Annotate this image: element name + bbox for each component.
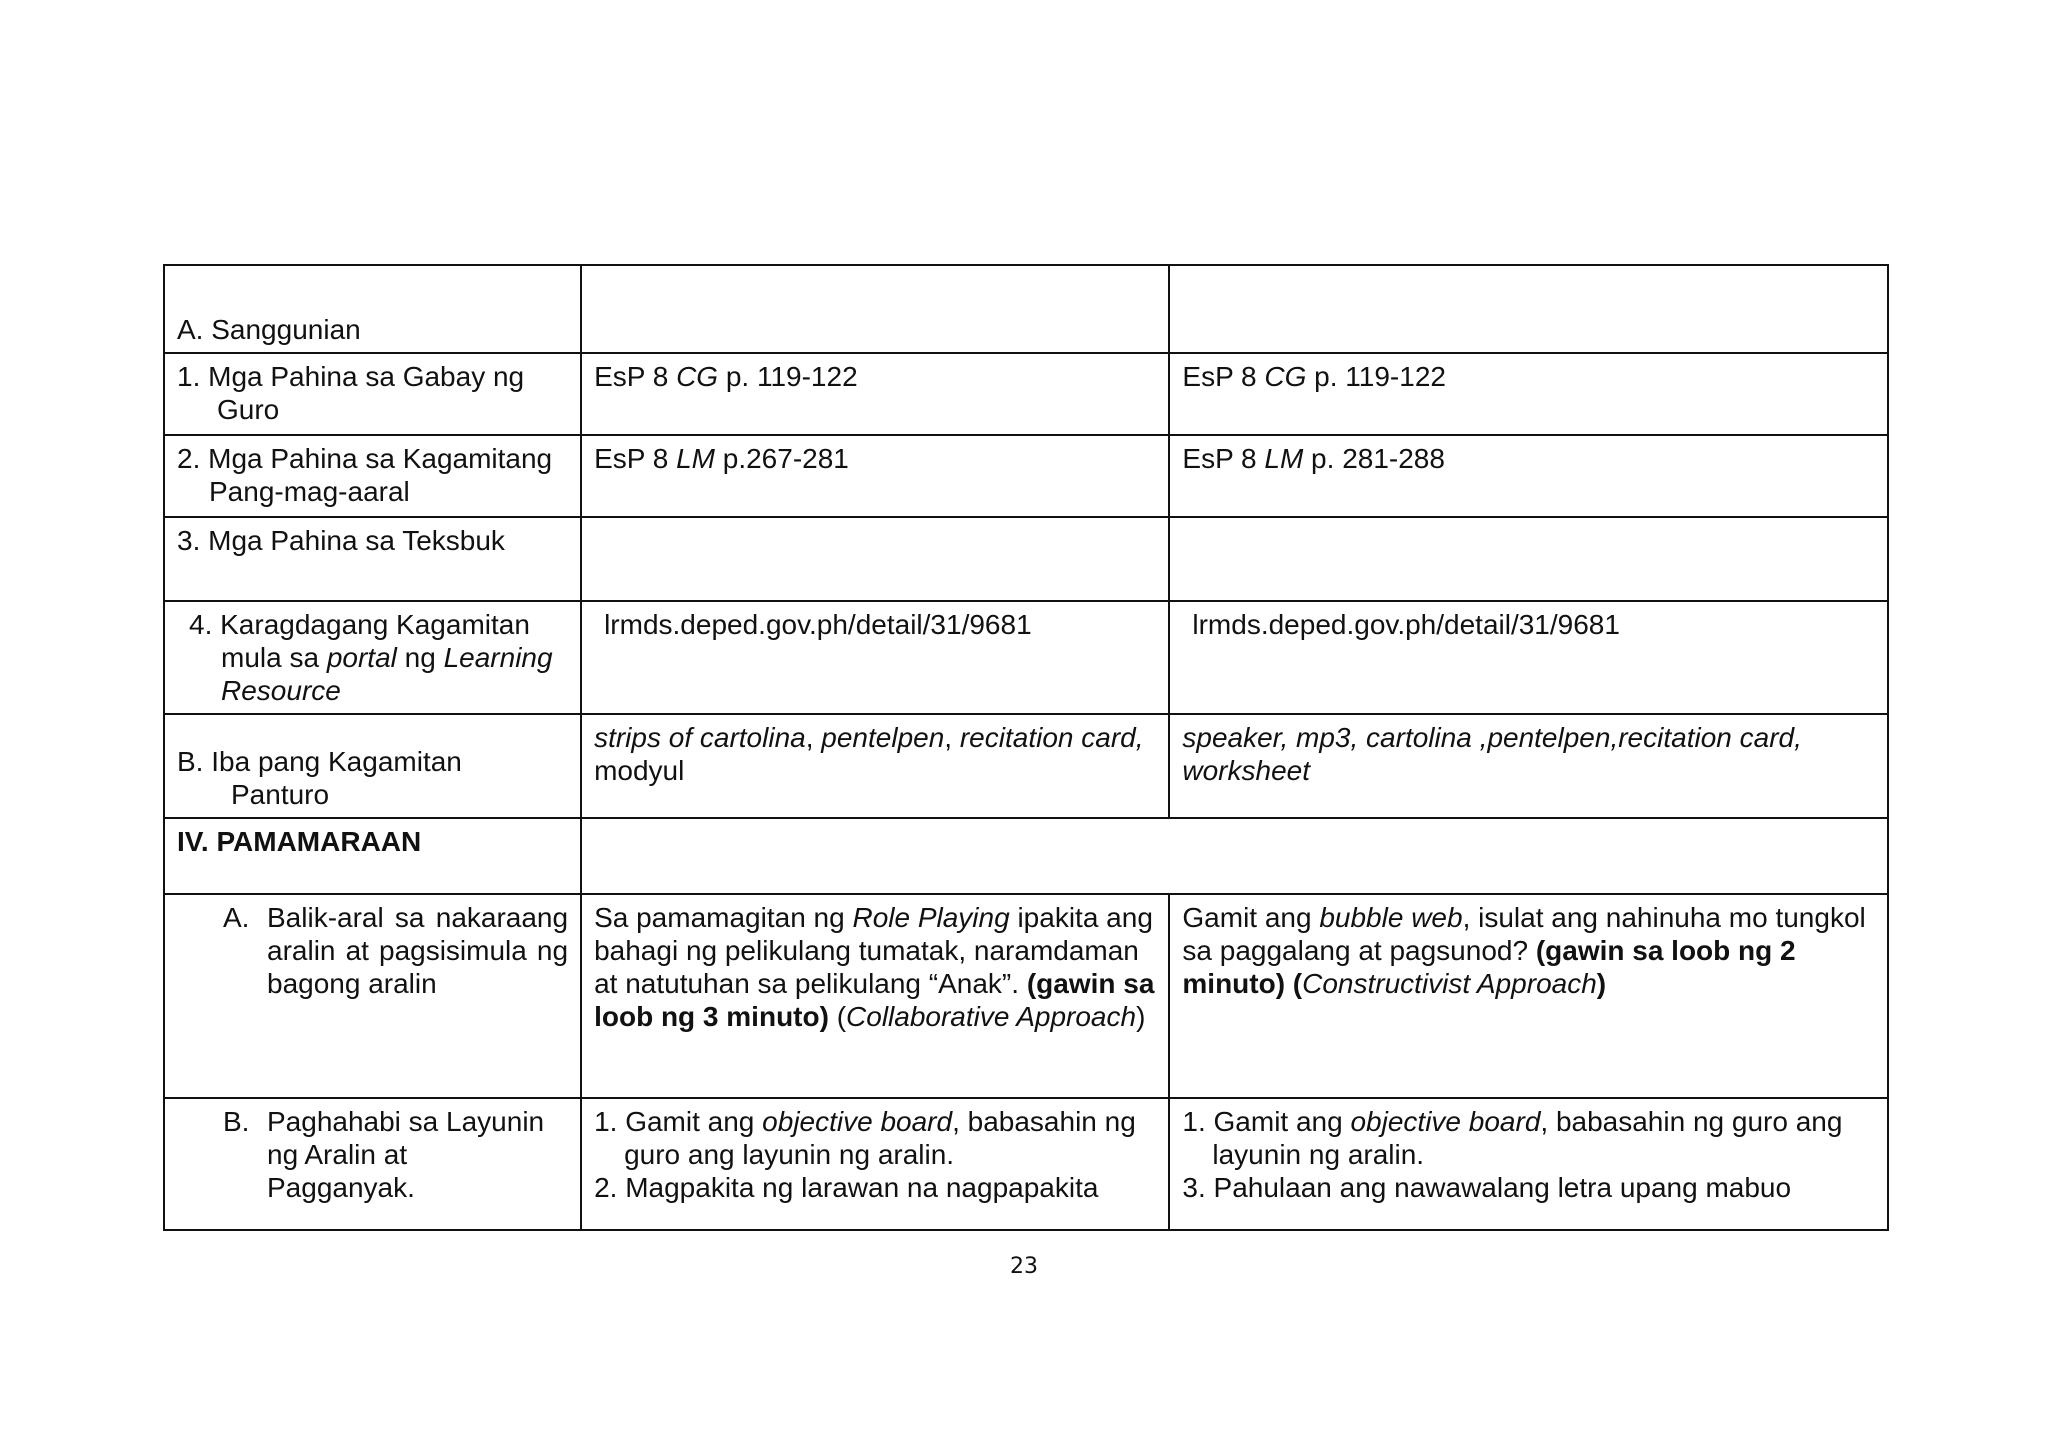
row-pamamaraan	[164, 818, 1888, 894]
cell-karagdagan-col2	[1169, 601, 1888, 714]
cell-empty	[581, 265, 1169, 353]
cell-kagamitan-label	[164, 435, 581, 517]
cell-empty	[1169, 265, 1888, 353]
lesson-plan-table	[163, 264, 1889, 1231]
cell-iba-label	[164, 714, 581, 818]
cell-empty	[1169, 517, 1888, 601]
sanggunian-label: A. Sanggunian	[177, 314, 361, 345]
iba-col1-sep: ,	[805, 722, 822, 753]
cell-iba-col1	[581, 714, 1169, 818]
paghahabi-col1-item1-text: 1. Gamit ang	[594, 1106, 763, 1137]
balik-aral-col1-paren: (	[828, 1001, 847, 1032]
iba-col1-sep: ,	[944, 722, 960, 753]
balik-aral-col2-time: (gawin sa loob ng 2 minuto) (	[1182, 935, 1796, 999]
cell-karagdagan-label	[164, 601, 581, 714]
kagamitan-label-line2: Pang-mag-aaral	[209, 476, 410, 507]
lrmds-link: lrmds.deped.gov.ph/detail/31/9681	[1192, 609, 1620, 640]
balik-aral-col1-approach: Collaborative Approach	[846, 1001, 1137, 1032]
row-karagdagan	[164, 601, 1888, 714]
cell-balik-aral-col2	[1169, 894, 1888, 1098]
balik-aral-col2-text: , isulat ang nahinuha mo tungkol sa paggalang at pagsunod?	[1182, 902, 1866, 966]
karagdagan-label-line2a: mula sa	[221, 642, 327, 673]
paghahabi-label-line3: Pagganyak.	[267, 1172, 415, 1203]
balik-aral-label: Balik-aral sa nakaraang aralin at pagsisimula ng bagong aralin	[267, 902, 569, 999]
gabay-col2-rest: p. 119-122	[1306, 361, 1446, 392]
cell-balik-aral-label	[164, 894, 581, 1098]
karagdagan-label-resource: Resource	[221, 675, 341, 706]
teksbuk-label: 3. Mga Pahina sa Teksbuk	[177, 525, 505, 556]
cell-gabay-label	[164, 353, 581, 435]
karagdagan-label-portal: portal	[326, 642, 397, 673]
cell-teksbuk-label	[164, 517, 581, 601]
cell-gabay-col1	[581, 353, 1169, 435]
list-item	[594, 1105, 1156, 1171]
paghahabi-col2-objective-board: objective board	[1350, 1106, 1541, 1137]
paghahabi-label-line1: Paghahabi sa Layunin	[267, 1106, 545, 1137]
gabay-col2-text: EsP 8	[1182, 361, 1265, 392]
lrmds-link: lrmds.deped.gov.ph/detail/31/9681	[604, 609, 1032, 640]
balik-aral-col1-role-playing: Role Playing	[852, 902, 1010, 933]
paghahabi-col2-item1-text: 1. Gamit ang	[1182, 1106, 1351, 1137]
cell-iba-col2	[1169, 714, 1888, 818]
kagamitan-col1-text: EsP 8	[594, 443, 677, 474]
row-balik-aral	[164, 894, 1888, 1098]
iba-col2-text: speaker, mp3, cartolina ,pentelpen,recitation card, worksheet	[1182, 722, 1802, 786]
cell-kagamitan-col1	[581, 435, 1169, 517]
row-gabay-guro	[164, 353, 1888, 435]
iba-label-line1: B. Iba pang Kagamitan	[177, 746, 462, 777]
paghahabi-label-line2: ng Aralin at	[267, 1139, 408, 1170]
iba-col1-pentelpen: pentelpen	[821, 722, 945, 753]
list-item: 3. Pahulaan ang nawawalang letra upang mabuo	[1182, 1172, 1792, 1203]
iba-col1-strips: strips of cartolina	[594, 722, 806, 753]
list-item: 2. Magpakita ng larawan na nagpapakita	[594, 1172, 1099, 1203]
paghahabi-col2-item1-rest: , babasahin ng guro ang layunin ng aralin.	[1212, 1106, 1843, 1170]
cell-pamamaraan-label	[164, 818, 581, 894]
iba-label-line2: Panturo	[231, 779, 330, 810]
gabay-label-line1: 1. Mga Pahina sa Gabay ng	[177, 361, 525, 392]
karagdagan-label-line1: 4. Karagdagang Kagamitan	[189, 609, 530, 640]
kagamitan-col2-rest: p. 281-288	[1303, 443, 1445, 474]
row-sanggunian	[164, 265, 1888, 353]
gabay-label-line2: Guro	[217, 394, 280, 425]
cell-empty	[581, 818, 1888, 894]
kagamitan-col1-italic: LM	[676, 443, 715, 474]
row-paghahabi	[164, 1098, 1888, 1230]
list-item	[1182, 1105, 1875, 1171]
paghahabi-col1-objective-board: objective board	[762, 1106, 953, 1137]
kagamitan-col2-italic: LM	[1264, 443, 1304, 474]
balik-aral-letter: A.	[223, 902, 250, 933]
balik-aral-col2-paren: )	[1596, 968, 1607, 999]
cell-paghahabi-col1	[581, 1098, 1169, 1230]
balik-aral-col1-paren: )	[1136, 1001, 1146, 1032]
iba-col1-recitation: recitation card,	[959, 722, 1144, 753]
cell-kagamitan-col2	[1169, 435, 1888, 517]
cell-paghahabi-col2	[1169, 1098, 1888, 1230]
kagamitan-col1-rest: p.267-281	[714, 443, 849, 474]
balik-aral-col1-text: ipakita ang bahagi ng pelikulang tumatak, naramdaman at natutuhan sa pelikulang “Anak”.	[594, 902, 1153, 999]
balik-aral-col1-time: (gawin sa loob ng 3 minuto)	[594, 968, 1155, 1032]
row-iba-pang-kagamitan	[164, 714, 1888, 818]
cell-balik-aral-col1	[581, 894, 1169, 1098]
cell-paghahabi-label	[164, 1098, 581, 1230]
cell-karagdagan-col1	[581, 601, 1169, 714]
balik-aral-col1-text: Sa pamamagitan ng	[594, 902, 853, 933]
gabay-col1-text: EsP 8	[594, 361, 677, 392]
iba-col1-modyul: modyul	[594, 755, 685, 786]
balik-aral-col2-approach: Constructivist Approach	[1302, 968, 1597, 999]
gabay-col1-italic: CG	[676, 361, 719, 392]
gabay-col1-rest: p. 119-122	[718, 361, 858, 392]
paghahabi-letter: B.	[223, 1106, 250, 1137]
cell-gabay-col2	[1169, 353, 1888, 435]
row-kagamitan	[164, 435, 1888, 517]
balik-aral-col2-text: Gamit ang	[1182, 902, 1320, 933]
paghahabi-col1-item1-rest: , babasahin ng guro ang layunin ng aralin.	[624, 1106, 1136, 1170]
balik-aral-col2-bubble-web: bubble web	[1319, 902, 1463, 933]
karagdagan-label-line2b: ng	[396, 642, 444, 673]
section-heading-pamamaraan: IV. PAMAMARAAN	[177, 826, 422, 857]
page-number: 23	[1010, 1254, 1038, 1279]
cell-sanggunian-label	[164, 265, 581, 353]
karagdagan-label-learning: Learning	[443, 642, 553, 673]
kagamitan-col2-text: EsP 8	[1182, 443, 1265, 474]
row-teksbuk	[164, 517, 1888, 601]
cell-empty	[581, 517, 1169, 601]
gabay-col2-italic: CG	[1264, 361, 1307, 392]
kagamitan-label-line1: 2. Mga Pahina sa Kagamitang	[177, 443, 553, 474]
